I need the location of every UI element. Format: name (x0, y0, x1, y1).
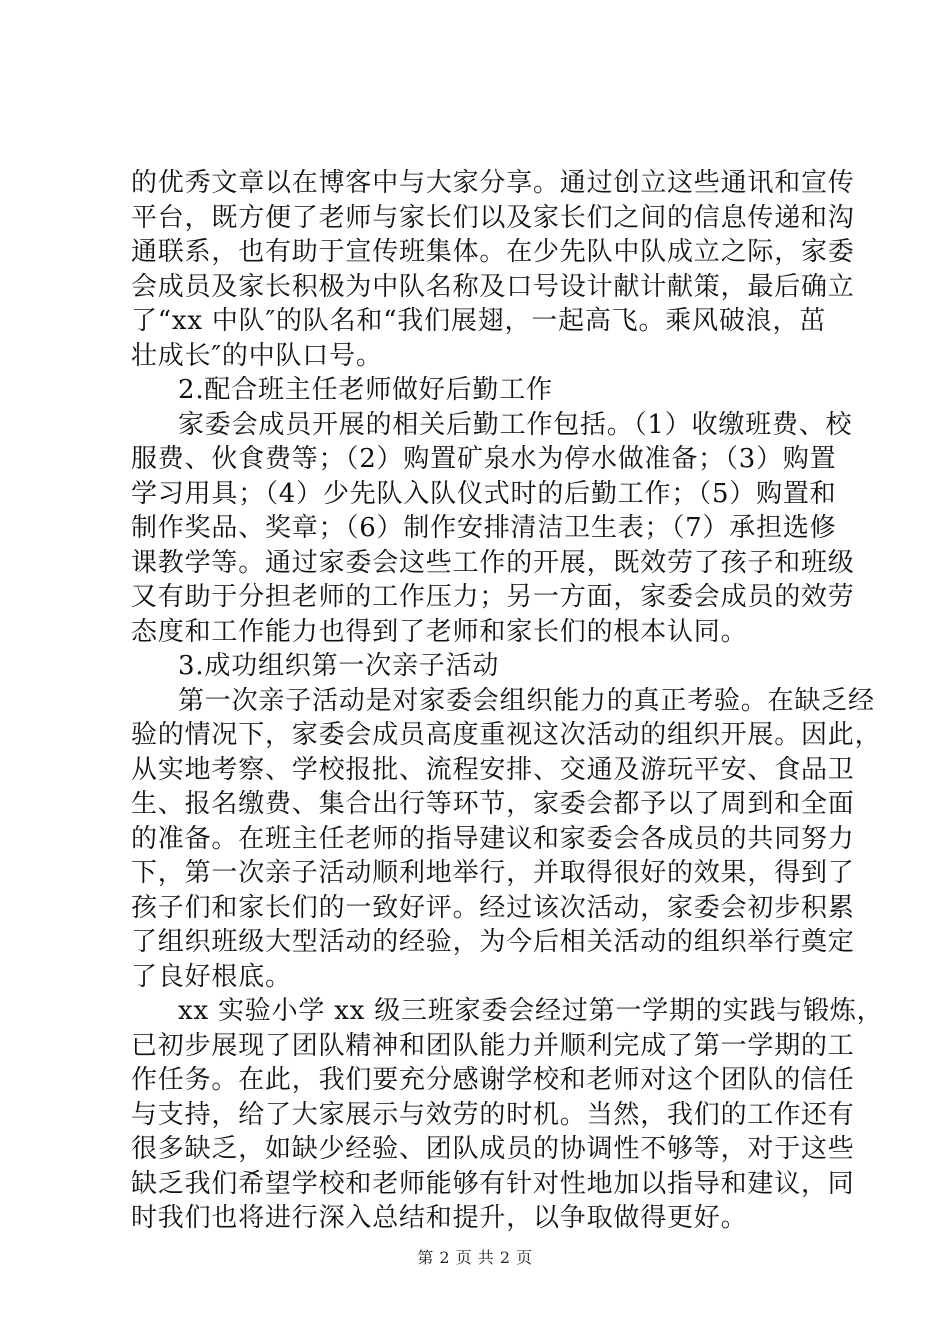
text-line: 又有助于分担老师的工作压力；另一方面，家委会成员的效劳 (131, 582, 855, 612)
body-text (131, 166, 884, 1236)
text-line: 课教学等。通过家委会这些工作的开展，既效劳了孩子和班级 (131, 547, 855, 578)
text-line: 的优秀文章以在博客中与大家分享。通过创立这些通讯和宣传 (131, 168, 855, 198)
page-number: 第 2 页 共 2 页 (417, 1248, 533, 1267)
text-line: 了良好根底。 (131, 961, 292, 992)
text-line: 家委会成员开展的相关后勤工作包括。（1）收缴班费、校 (178, 409, 853, 440)
text-line: 壮成长″的中队口号。 (131, 340, 383, 371)
text-line: 时我们也将进行深入总结和提升，以争取做得更好。 (131, 1203, 748, 1233)
text-line: 态度和工作能力也得到了老师和家长们的根本认同。 (131, 616, 748, 647)
text-line: 制作奖品、奖章；（6）制作安排清洁卫生表；（7）承担选修 (131, 513, 837, 543)
text-line: 了“xx 中队″的队名和“我们展翅，一起高飞。乘风破浪，茁 (131, 306, 827, 336)
text-line: 验的情况下，家委会成员高度重视这次活动的组织开展。因此， (131, 720, 882, 750)
text-line: xx 实验小学 xx 级三班家委会经过第一学期的实践与锻炼， (178, 996, 884, 1026)
section-heading: 2.配合班主任老师做好后勤工作 (178, 375, 553, 405)
text-line: 平台，既方便了老师与家长们以及家长们之间的信息传递和沟 (131, 202, 855, 233)
text-line: 从实地考察、学校报批、流程安排、交通及游玩平安、食品卫 (131, 754, 855, 785)
text-line: 与支持，给了大家展示与效劳的时机。当然，我们的工作还有 (131, 1099, 855, 1130)
text-line: 会成员及家长积极为中队名称及口号设计献计献策，最后确立 (131, 271, 855, 302)
text-line: 通联系，也有助于宣传班集体。在少先队中队成立之际，家委 (131, 237, 855, 267)
text-line: 很多缺乏，如缺少经验、团队成员的协调性不够等，对于这些 (131, 1134, 855, 1164)
text-line: 缺乏我们希望学校和老师能够有针对性地加以指导和建议，同 (131, 1168, 855, 1199)
text-line: 第一次亲子活动是对家委会组织能力的真正考验。在缺乏经 (178, 685, 875, 716)
text-line: 已初步展现了团队精神和团队能力并顺利完成了第一学期的工 (131, 1030, 855, 1061)
text-line: 生、报名缴费、集合出行等环节，家委会都予以了周到和全面 (131, 789, 855, 819)
text-line: 了组织班级大型活动的经验，为今后相关活动的组织举行奠定 (131, 927, 855, 957)
text-line: 的准备。在班主任老师的指导建议和家委会各成员的共同努力 (131, 823, 855, 854)
text-line: 下，第一次亲子活动顺利地举行，并取得很好的效果，得到了 (131, 858, 855, 888)
text-line: 作任务。在此，我们要充分感谢学校和老师对这个团队的信任 (131, 1065, 855, 1095)
section-heading: 3.成功组织第一次亲子活动 (178, 651, 500, 681)
text-line: 孩子们和家长们的一致好评。经过该次活动，家委会初步积累 (131, 892, 855, 923)
text-line: 学习用具；（4）少先队入队仪式时的后勤工作；（5）购置和 (131, 478, 837, 509)
text-line: 服费、伙食费等；（2）购置矿泉水为停水做准备；（3）购置 (131, 444, 837, 474)
